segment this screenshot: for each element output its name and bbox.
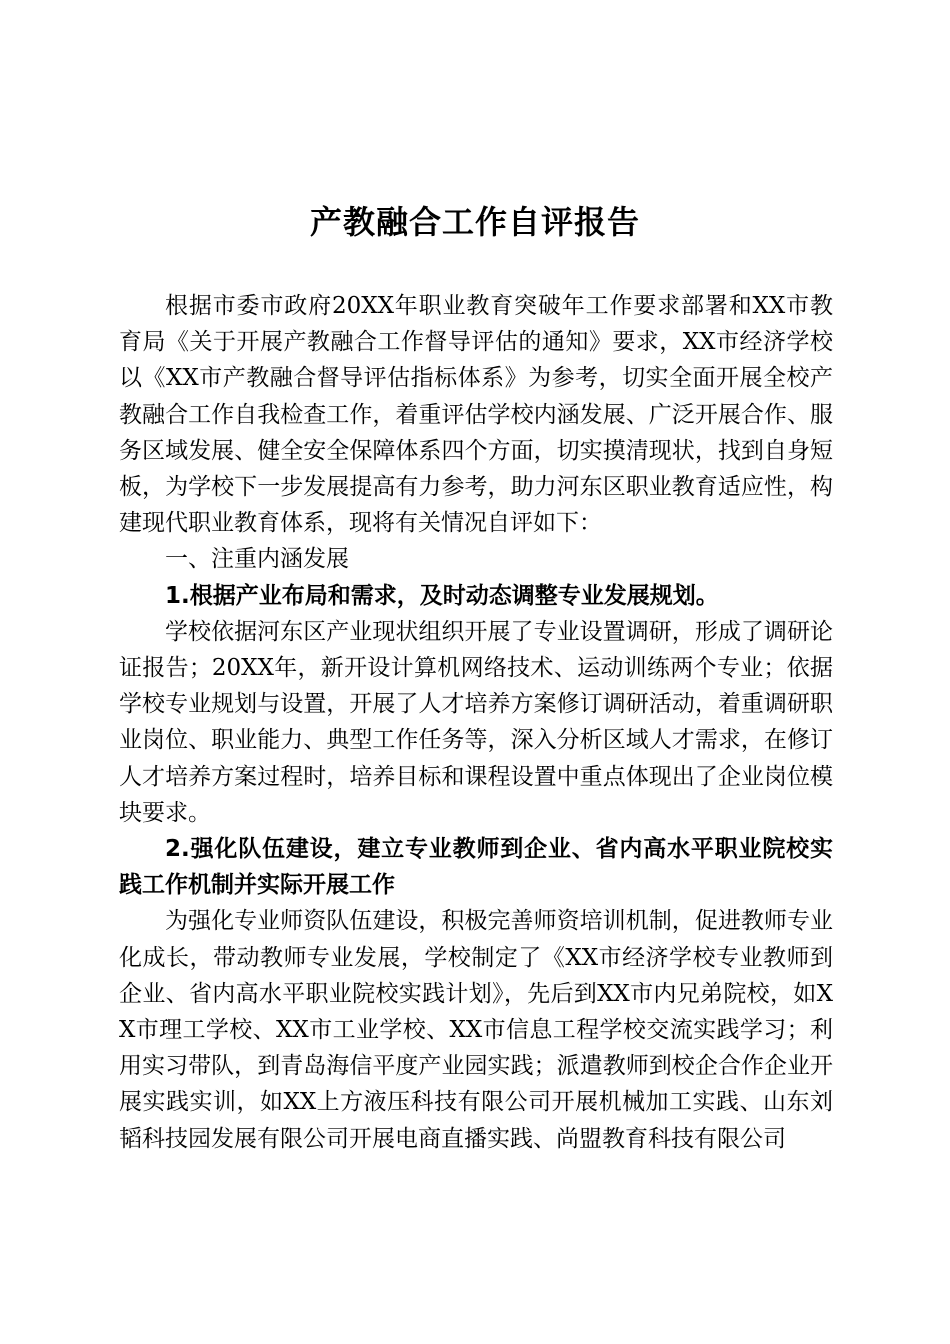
document-body (119, 288, 833, 1157)
document-title: 产教融合工作自评报告 (309, 203, 640, 241)
subsection-heading-1: 1.根据产业布局和需求，及时动态调整专业发展规划。 (165, 582, 719, 609)
body-paragraph-1: 学校依据河东区产业现状组织开展了专业设置调研，形成了调研论证报告；20XX年，新开设计算机网络技术、运动训练两个专业；依据学校专业规划与设置，开展了人才培养方案修订调研活动，着重调研职业岗位、职业能力、典型工作任务等，深入分析区域人才需求，在修订人才培养方案过程时，培养目标和课程设置中重点体现出了企业岗位模块要求。 (119, 618, 833, 826)
subsection-heading-2: 2.强化队伍建设，建立专业教师到企业、省内高水平职业院校实践工作机制并实际开展工作 (119, 836, 833, 899)
body-paragraph-2: 为强化专业师资队伍建设，积极完善师资培训机制，促进教师专业化成长，带动教师专业发展，学校制定了《XX市经济学校专业教师到企业、省内高水平职业院校实践计划》，先后到XX市内兄弟院校，如XX市理工学校、XX市工业学校、XX市信息工程学校交流实践学习；利用实习带队，到青岛海信平度产业园实践；派遣教师到校企合作企业开展实践实训，如XX上方液压科技有限公司开展机械加工实践、山东刘韬科技园发展有限公司开展电商直播实践、尚盟教育科技有限公司 (119, 908, 833, 1152)
intro-paragraph: 根据市委市政府20XX年职业教育突破年工作要求部署和XX市教育局《关于开展产教融合工作督导评估的通知》要求，XX市经济学校以《XX市产教融合督导评估指标体系》为参考，切实全面开展全校产教融合工作自我检查工作，着重评估学校内涵发展、广泛开展合作、服务区域发展、健全安全保障体系四个方面，切实摸清现状，找到自身短板，为学校下一步发展提高有力参考，助力河东区职业教育适应性，构建现代职业教育体系，现将有关情况自评如下： (119, 293, 833, 537)
section-heading-1: 一、注重内涵发展 (165, 546, 349, 573)
